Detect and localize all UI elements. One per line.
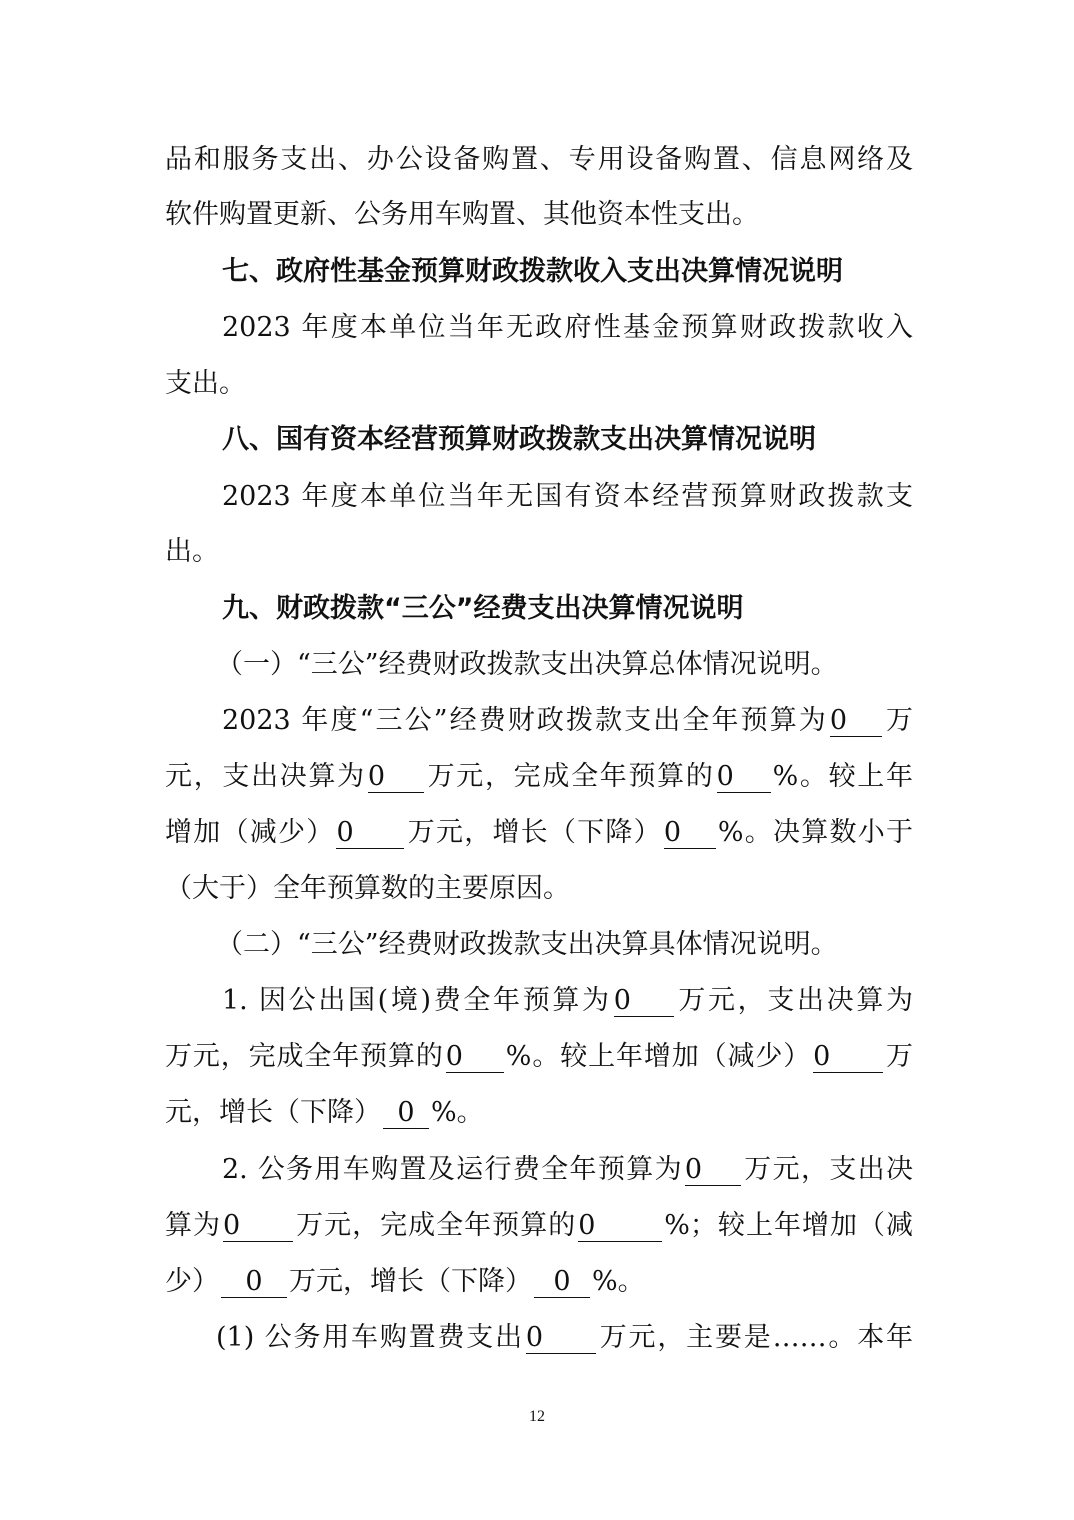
text-span: %。较上年: [772, 761, 913, 792]
text-span: 万元，支出决: [742, 1154, 913, 1185]
text-span: 万元，增长（下降）: [406, 817, 662, 848]
body-line: [222, 701, 913, 741]
body-line: [165, 757, 913, 797]
text-span: %；较上年增加（减: [664, 1210, 913, 1241]
page-number: 12: [529, 1408, 545, 1425]
text-span: 万: [885, 1041, 913, 1072]
text-span: 万元，完成全年预算的: [165, 1041, 444, 1072]
subsection-title-1: （一）“三公”经费财政拨款支出决算总体情况说明。: [216, 649, 838, 680]
section-heading-9: 九、财政拨款“三公”经费支出决算情况说明: [222, 593, 744, 624]
text-span: 1. 因公出国(境)费全年预算为: [222, 985, 612, 1016]
text-span: 2023 年度“三公”经费财政拨款支出全年预算为: [222, 705, 828, 736]
body-line: [165, 813, 913, 853]
fill-blank: 0: [526, 1323, 596, 1354]
text-span: %。较上年增加（减少）: [505, 1041, 812, 1072]
text-span: (1) 公务用车购置费支出: [216, 1322, 524, 1353]
body-line: 软件购置更新、公务用车购置、其他资本性支出。: [165, 199, 759, 230]
body-line: [165, 1093, 913, 1133]
text-span: 万: [883, 705, 913, 736]
body-line: [222, 1150, 913, 1190]
text-span: 万元，完成全年预算的: [295, 1210, 577, 1241]
fill-blank: 0: [717, 762, 771, 793]
body-line: 2023 年度本单位当年无国有资本经营预算财政拨款支: [222, 481, 913, 512]
fill-blank: 0: [830, 706, 882, 737]
section-heading-8: 八、国有资本经营预算财政拨款支出决算情况说明: [222, 424, 816, 455]
text-span: 增加（减少）: [165, 817, 335, 848]
text-span: %。决算数小于: [717, 817, 913, 848]
fill-blank: 0: [446, 1042, 504, 1073]
body-line: [165, 1262, 913, 1302]
body-line: [216, 1318, 913, 1358]
text-span: 少）: [165, 1266, 219, 1297]
body-line: [165, 1037, 913, 1077]
fill-blank: 0: [221, 1267, 287, 1298]
text-span: %。: [431, 1097, 484, 1128]
body-line: 品和服务支出、办公设备购置、专用设备购置、信息网络及: [165, 144, 913, 175]
fill-blank: 0: [383, 1098, 429, 1129]
text-span: 万元，增长（下降）: [289, 1266, 532, 1297]
fill-blank: 0: [664, 818, 716, 849]
fill-blank: 0: [368, 762, 424, 793]
fill-blank: 0: [813, 1042, 883, 1073]
section-heading-7: 七、政府性基金预算财政拨款收入支出决算情况说明: [222, 256, 843, 287]
text-span: 万元，主要是……。本年: [597, 1322, 913, 1353]
text-span: 元，支出决算为: [165, 761, 366, 792]
text-span: 算为: [165, 1210, 222, 1241]
body-line: 出。: [165, 536, 219, 567]
fill-blank: 0: [614, 986, 674, 1017]
fill-blank: 0: [685, 1155, 741, 1186]
body-line: 支出。: [165, 368, 246, 399]
fill-blank: 0: [336, 818, 404, 849]
subsection-title-2: （二）“三公”经费财政拨款支出决算具体情况说明。: [216, 929, 838, 960]
body-line: （大于）全年预算数的主要原因。: [165, 873, 570, 904]
text-span: 2. 公务用车购置及运行费全年预算为: [222, 1154, 683, 1185]
fill-blank: 0: [578, 1211, 662, 1242]
text-span: 万元，支出决算为: [675, 985, 913, 1016]
text-span: %。: [592, 1266, 645, 1297]
fill-blank: 0: [223, 1211, 293, 1242]
text-span: 万元，完成全年预算的: [425, 761, 715, 792]
body-line: [222, 981, 913, 1021]
body-line: [165, 1206, 913, 1246]
body-line: 2023 年度本单位当年无政府性基金预算财政拨款收入: [222, 312, 913, 343]
fill-blank: 0: [534, 1267, 590, 1298]
text-span: 元，增长（下降）: [165, 1097, 381, 1128]
